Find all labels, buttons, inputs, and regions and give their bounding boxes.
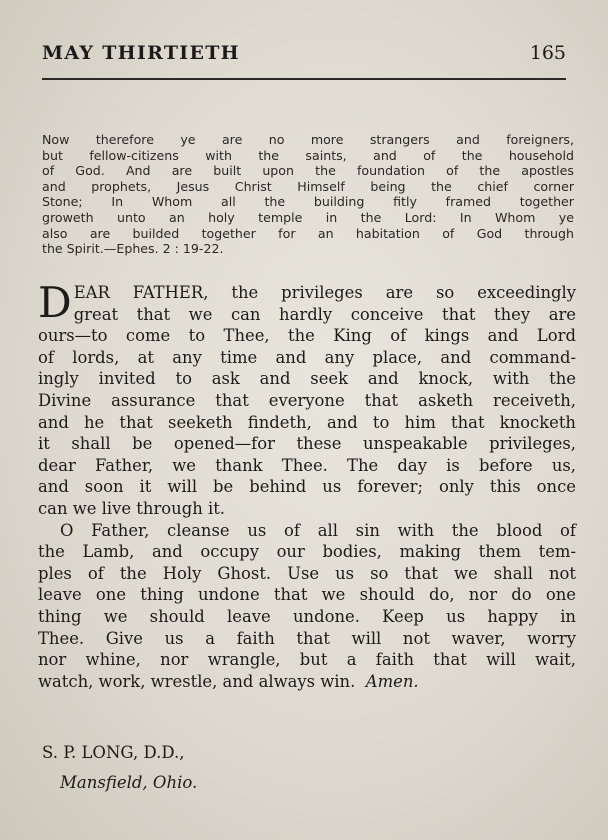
- prayer-line: and soon it will be behind us forever; only this once: [38, 477, 576, 497]
- page-title: MAY THIRTIETH: [42, 42, 240, 64]
- prayer-line: nor whine, nor wrangle, but a faith that will wait,: [38, 650, 576, 670]
- prayer-line: of lords, at any time and any place, and command-: [38, 347, 576, 367]
- scripture-line: and prophets, Jesus Christ Himself being the chief corner: [42, 178, 574, 194]
- prayer-line: EAR FATHER, the privileges are so exceedingly: [73, 283, 576, 302]
- signature: [42, 738, 197, 798]
- prayer-line: Thee. Give us a faith that will not waver, worry: [38, 628, 576, 648]
- amen: Amen.: [365, 671, 419, 691]
- prayer-line: ingly invited to ask and seek and knock, with the: [38, 369, 576, 389]
- prayer-closing-line: [38, 671, 576, 693]
- scripture-line: of God. And are built upon the foundation of the apostles: [42, 163, 574, 179]
- prayer-line: Divine assurance that everyone that asketh receiveth,: [38, 390, 576, 410]
- author-name: S. P. LONG, D.D.,: [42, 743, 185, 762]
- prayer-text: [38, 278, 576, 692]
- prayer-line: ours—to come to Thee, the King of kings and Lord: [38, 326, 576, 346]
- prayer-line: dear Father, we thank Thee. The day is before us,: [38, 455, 576, 475]
- scripture-line: Now therefore ye are no more strangers and foreigners,: [42, 132, 574, 147]
- header-rule: [42, 78, 566, 80]
- prayer-line: great that we can hardly conceive that they are: [73, 304, 576, 324]
- prayer-line: the Lamb, and occupy our bodies, making them tem-: [38, 542, 576, 562]
- scripture-line: the Spirit.—Ephes. 2 : 19-22.: [42, 241, 224, 257]
- prayer-line: O Father, cleanse us of all sin with the blood of: [60, 520, 576, 540]
- prayer-line: thing we should leave undone. Keep us happy in: [38, 606, 576, 626]
- prayer-line: can we live through it.: [38, 498, 226, 518]
- scripture-passage: [42, 132, 574, 257]
- scripture-line: but fellow-citizens with the saints, and of the household: [42, 147, 574, 163]
- prayer-line: ples of the Holy Ghost. Use us so that we shall not: [38, 563, 576, 583]
- scripture-line: groweth unto an holy temple in the Lord: In Whom ye: [42, 209, 574, 225]
- prayer-paragraph-1: [38, 278, 576, 520]
- author-place: Mansfield, Ohio.: [60, 773, 198, 792]
- page-number: 165: [529, 42, 566, 64]
- page-header: [42, 42, 566, 68]
- prayer-line: watch, work, wrestle, and always win.: [38, 671, 356, 691]
- prayer-line: leave one thing undone that we should do, nor do one: [38, 585, 576, 605]
- prayer-line: it shall be opened—for these unspeakable privileges,: [38, 434, 576, 454]
- prayer-line: and he that seeketh findeth, and to him that knocketh: [38, 412, 576, 432]
- scripture-line: Stone; In Whom all the building fitly framed together: [42, 194, 574, 210]
- scripture-line: also are builded together for an habitation of God through: [42, 225, 574, 241]
- drop-cap: D: [38, 278, 72, 327]
- prayer-paragraph-2: [38, 520, 576, 693]
